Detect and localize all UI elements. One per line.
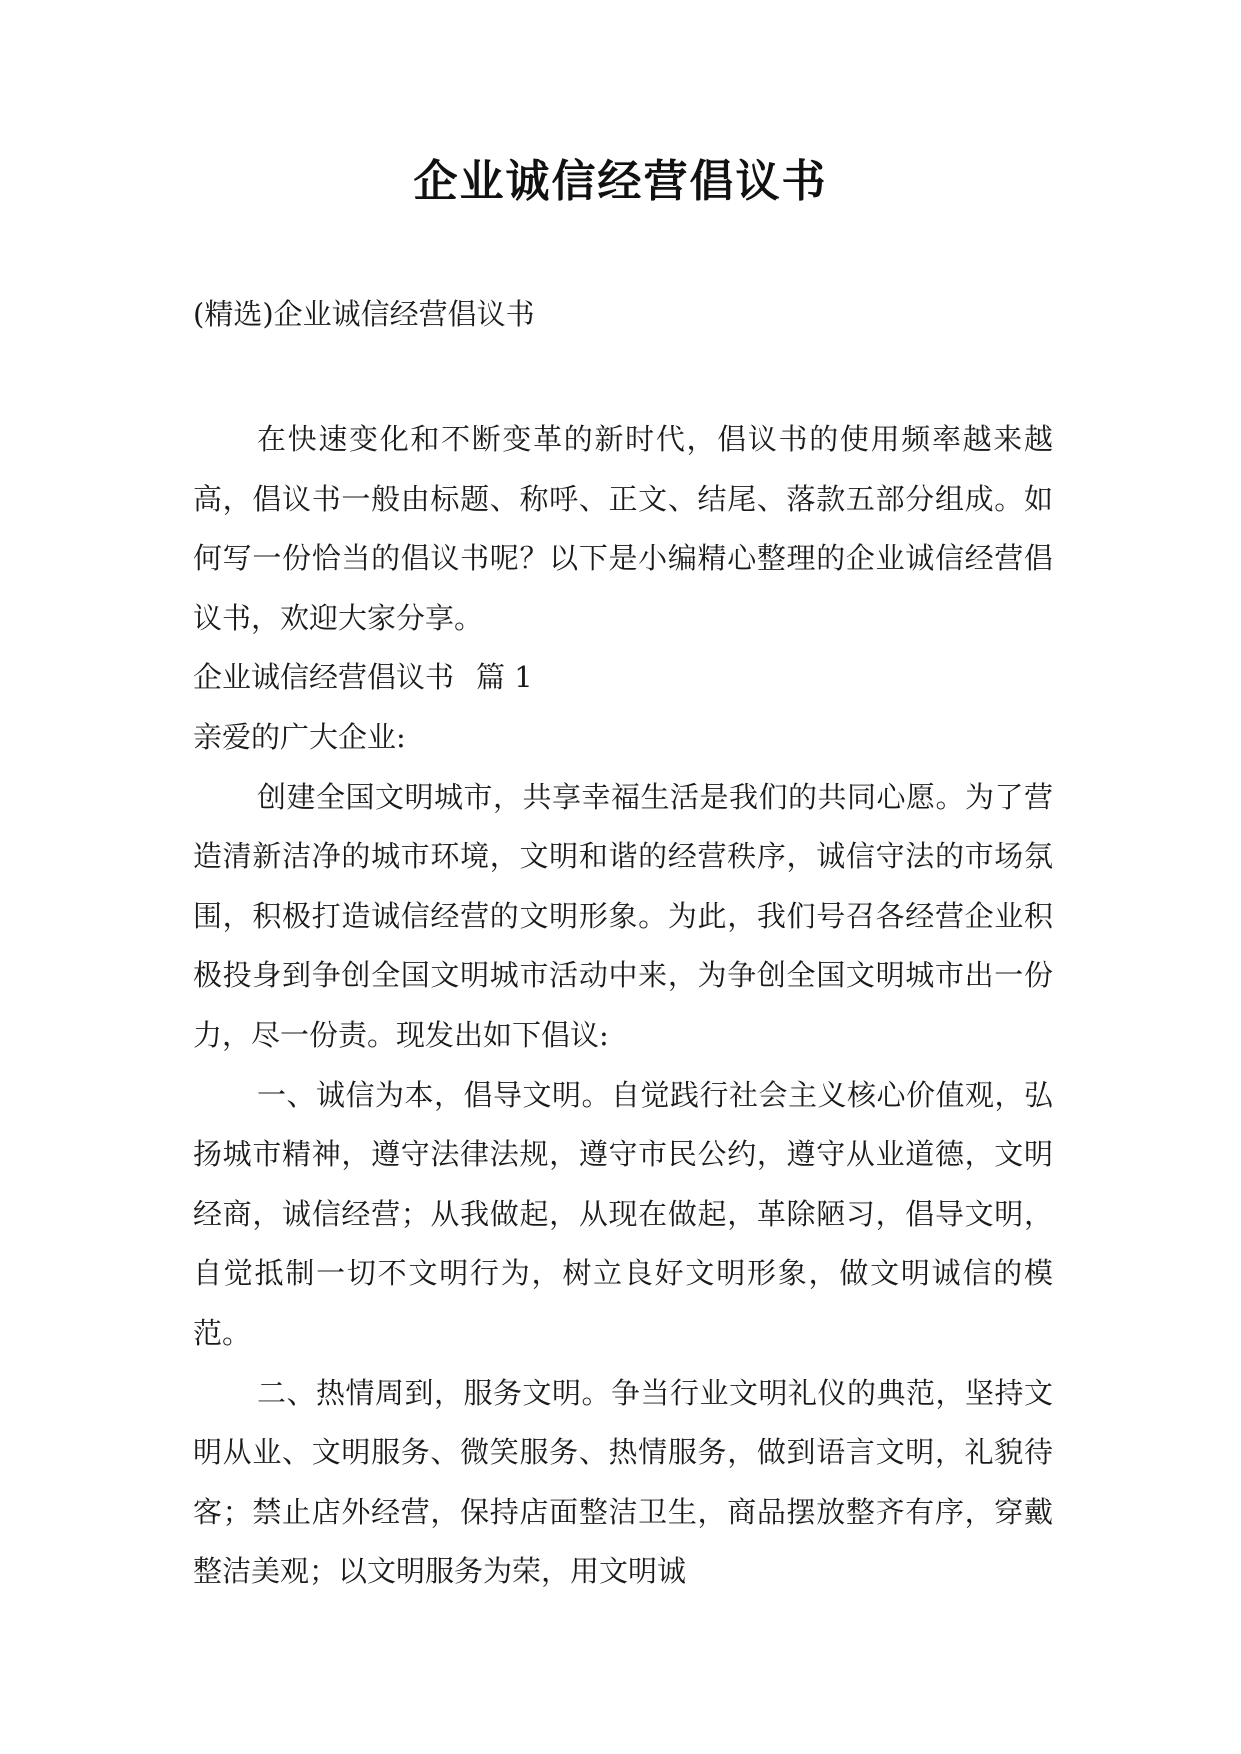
- section-heading: [193, 648, 1053, 708]
- body-paragraph-3: 二、热情周到，服务文明。争当行业文明礼仪的典范，坚持文明从业、文明服务、微笑服务、热情服务，做到语言文明，礼貌待客；禁止店外经营，保持店面整洁卫生，商品摆放整齐有序，穿戴整洁美观；以文明服务为荣，用文明诚: [193, 1375, 1053, 1589]
- section-number: 篇 1: [476, 660, 533, 695]
- document-body: [193, 410, 1053, 1602]
- document-title: 企业诚信经营倡议书: [413, 156, 828, 207]
- body-paragraph-1: 创建全国文明城市，共享幸福生活是我们的共同心愿。为了营造清新洁净的城市环境，文明和谐的经营秩序，诚信守法的市场氛围，积极打造诚信经营的文明形象。为此，我们号召各经营企业积极投身到争创全国文明城市活动中来，为争创全国文明城市出一份力，尽一份责。现发出如下倡议:: [193, 779, 1053, 1052]
- section-heading-text: 企业诚信经营倡议书: [193, 660, 455, 695]
- salutation: 亲爱的广大企业:: [193, 719, 406, 754]
- body-paragraph-2: 一、诚信为本，倡导文明。自觉践行社会主义核心价值观，弘扬城市精神，遵守法律法规，遵守市民公约，遵守从业道德，文明经商，诚信经营；从我做起，从现在做起，革除陋习，倡导文明，自觉抵制一切不文明行为，树立良好文明形象，做文明诚信的模范。: [193, 1077, 1053, 1350]
- document-subtitle: (精选)企业诚信经营倡议书: [193, 297, 535, 331]
- intro-paragraph: 在快速变化和不断变革的新时代，倡议书的使用频率越来越高，倡议书一般由标题、称呼、正文、结尾、落款五部分组成。如何写一份恰当的倡议书呢？以下是小编精心整理的企业诚信经营倡议书，欢迎大家分享。: [193, 422, 1053, 635]
